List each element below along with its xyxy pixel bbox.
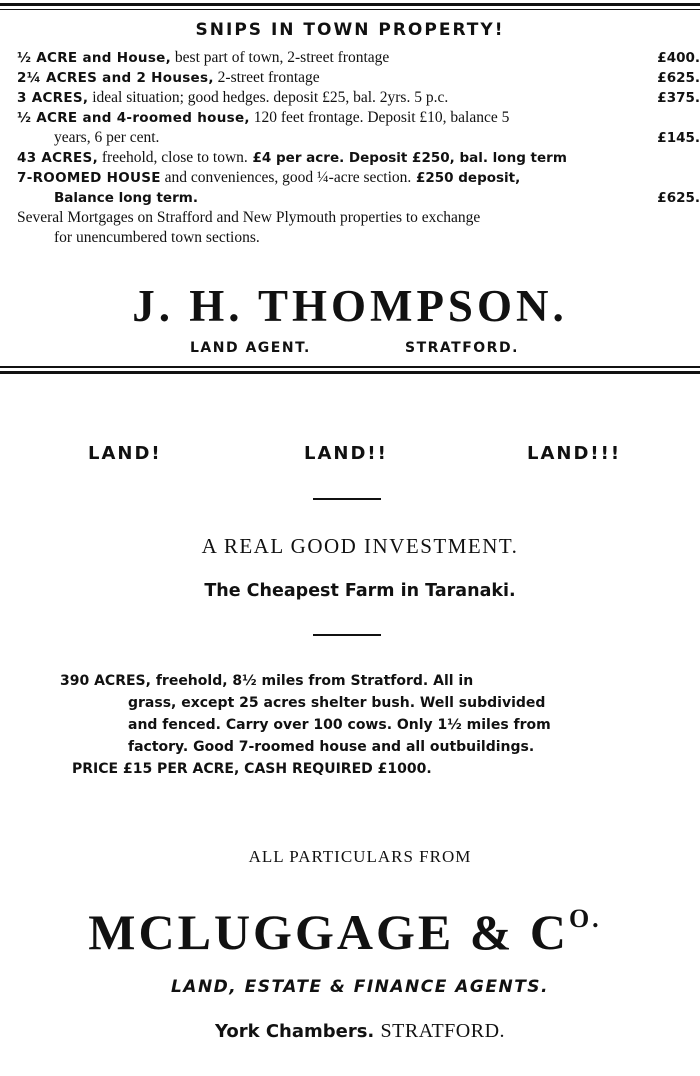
listing-row [17, 68, 700, 88]
agent-title: LAND AGENT. [190, 340, 311, 356]
address-town: STRATFORD. [380, 1020, 506, 1042]
firm-address [0, 1020, 700, 1043]
listing-text: freehold, close to town. [98, 149, 248, 166]
listing-text: years, 6 per cent. [54, 129, 160, 146]
listing-row [17, 128, 700, 148]
listing-row [17, 168, 700, 188]
listing-price: £145. [657, 130, 700, 146]
mortgage-line [17, 208, 700, 228]
cheapest-farm-subhead: The Cheapest Farm in Taranaki. [204, 581, 516, 601]
listing-lead: 3 ACRES, [17, 90, 89, 106]
listing-row [17, 148, 700, 168]
separator-rule-thick [0, 371, 700, 374]
listing-lead: 7-ROOMED HOUSE [17, 170, 161, 186]
farm-desc-line: PRICE £15 PER ACRE, CASH REQUIRED £1000. [72, 761, 432, 777]
listing-row [17, 48, 700, 68]
farm-desc-line: and fenced. Carry over 100 cows. Only 1½ miles from [128, 717, 551, 733]
firm-name-main: MCLUGGAGE & C [88, 904, 569, 960]
listing-text: 2-street frontage [213, 69, 320, 86]
listing-bold-tail: £250 deposit, [411, 170, 521, 186]
listing-lead: ½ ACRE and 4-roomed house, [17, 110, 250, 126]
agent-name: J. H. THOMPSON. [132, 281, 568, 331]
listing-lead: 43 ACRES, [17, 150, 99, 166]
land-heading-1: LAND! [88, 443, 162, 464]
listing-price: £625. [657, 70, 700, 86]
listing-row [17, 88, 700, 108]
top-rule-thick [0, 3, 700, 6]
firm-name [0, 903, 690, 961]
firm-subtitle: LAND, ESTATE & FINANCE AGENTS. [170, 977, 550, 997]
agent-town: STRATFORD. [405, 340, 519, 356]
listing-lead: 2¼ ACRES and 2 Houses, [17, 70, 214, 86]
listing-price: £375. [657, 90, 700, 106]
particulars-line: ALL PARTICULARS FROM [248, 847, 472, 866]
farm-desc-line: grass, except 25 acres shelter bush. Well subdivided [128, 695, 546, 711]
separator-rule-thin [0, 366, 700, 368]
land-heading-2: LAND!! [304, 443, 388, 464]
top-rule-thin [0, 9, 700, 10]
firm-name-sup: O. [568, 904, 602, 933]
listing-row [17, 188, 700, 208]
address-bold: York Chambers. [214, 1021, 375, 1042]
listing-text: ideal situation; good hedges. deposit £25, bal. 2yrs. 5 p.c. [88, 89, 449, 106]
listing-list [17, 48, 700, 248]
farm-desc-line: 390 ACRES, freehold, 8½ miles from Stratford. All in [60, 673, 474, 689]
mortgage-line [17, 228, 700, 248]
listing-row [17, 108, 700, 128]
listing-lead: ½ ACRE and House, [17, 50, 172, 66]
listing-text: 120 feet frontage. Deposit £10, balance 5 [249, 109, 510, 126]
short-divider [313, 498, 381, 500]
investment-headline: A REAL GOOD INVESTMENT. [201, 534, 519, 558]
farm-desc-line: factory. Good 7-roomed house and all outbuildings. [128, 739, 535, 755]
land-heading-3: LAND!!! [527, 443, 622, 464]
listing-price: £400. [657, 50, 700, 66]
listing-bold-tail: Balance long term. [54, 190, 198, 206]
listing-text: and conveniences, good ¼-acre section. [160, 169, 412, 186]
listing-price: £625. [657, 190, 700, 206]
mortgage-line-1: Several Mortgages on Strafford and New Plymouth properties to exchange [17, 209, 481, 226]
short-divider [313, 634, 381, 636]
listing-text: best part of town, 2-street frontage [171, 49, 390, 66]
listing-bold-tail: £4 per acre. Deposit £250, bal. long term [247, 150, 567, 166]
ad1-title: SNIPS IN TOWN PROPERTY! [195, 20, 505, 40]
mortgage-line-2: for unencumbered town sections. [54, 229, 260, 246]
farm-description [60, 670, 640, 780]
